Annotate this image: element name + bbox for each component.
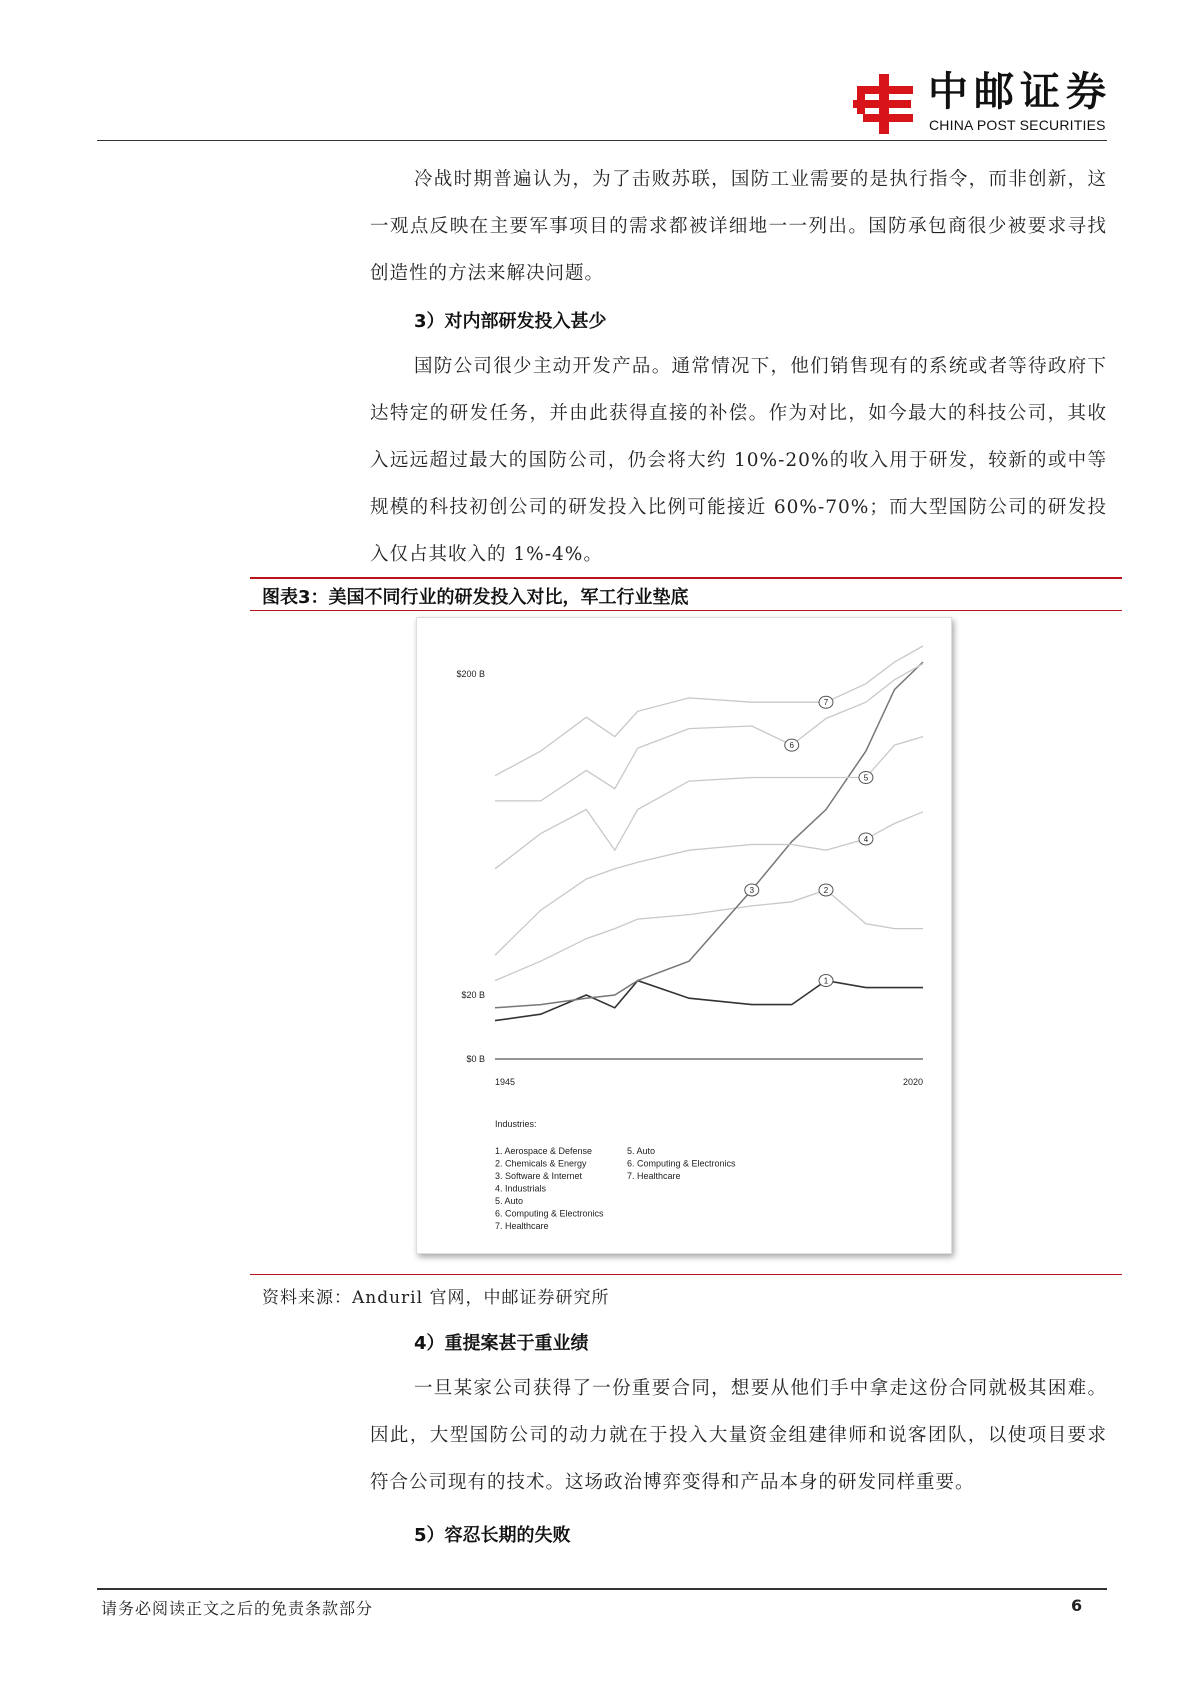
figure-source: 资料来源：Anduril 官网，中邮证券研究所 xyxy=(262,1288,610,1308)
series-line-3 xyxy=(495,662,923,1008)
series-line-1 xyxy=(495,981,923,1021)
series-marker-3 xyxy=(745,884,759,896)
page-number: 6 xyxy=(1071,1596,1083,1615)
legend-entry: 2. Chemicals & Energy xyxy=(495,1158,587,1169)
figure-top-rule xyxy=(250,577,1122,579)
paragraph-proposals: 一旦某家公司获得了一份重要合同，想要从他们手中拿走这份合同就极其困难。因此，大型国防公司的动力就在于投入大量资金组建律师和说客团队，以使项目要求符合公司现有的技术。这场政治博弈变得和产品本身的研发同样重要。 xyxy=(370,1378,1107,1493)
series-marker-7 xyxy=(819,696,833,708)
chart-card xyxy=(416,617,952,1254)
heading-5: 5）容忍长期的失败 xyxy=(414,1525,571,1546)
series-line-7 xyxy=(495,646,923,776)
series-marker-5 xyxy=(859,771,873,783)
paragraph-rd-investment: 国防公司很少主动开发产品。通常情况下，他们销售现有的系统或者等待政府下达特定的研发任务，并由此获得直接的补偿。作为对比，如今最大的科技公司，其收入远远超过最大的国防公司，仍会将大约 10%-20%的收入用于研发，较新的或中等规模的科技初创公司的研发投入比例可能接近 60%-70%；而大型国防公司的研发投入仅占其收入的 1%-4%。 xyxy=(370,356,1107,565)
legend-entry: 1. Aerospace & Defense xyxy=(495,1146,593,1156)
series-line-2 xyxy=(495,890,923,981)
series-marker-1 xyxy=(819,975,833,987)
y-tick-label: $0 B xyxy=(466,1054,485,1064)
legend-entry: 7. Healthcare xyxy=(495,1221,549,1231)
svg-text:2: 2 xyxy=(823,885,829,895)
logo-chinese: 中邮证券 xyxy=(928,69,1112,115)
legend-entry: 5. Auto xyxy=(495,1196,524,1206)
series-line-4 xyxy=(495,812,923,955)
paragraph-cold-war: 冷战时期普遍认为，为了击败苏联，国防工业需要的是执行指令，而非创新，这一观点反映在主要军事项目的需求都被详细地一一列出。国防承包商很少被要求寻找创造性的方法来解决问题。 xyxy=(370,169,1107,284)
legend-title: Industries: xyxy=(495,1119,537,1129)
legend-entry: 4. Industrials xyxy=(495,1183,547,1194)
rd-line-chart xyxy=(417,618,953,1255)
svg-text:5: 5 xyxy=(863,773,869,783)
svg-text:3: 3 xyxy=(749,885,755,895)
x-tick-label: 2020 xyxy=(902,1077,923,1087)
svg-text:4: 4 xyxy=(863,834,869,844)
svg-text:7: 7 xyxy=(823,698,829,708)
x-tick-label: 1945 xyxy=(495,1077,516,1087)
y-tick-label: $20 B xyxy=(461,990,485,1000)
series-marker-2 xyxy=(819,884,833,896)
figure-bottom-rule xyxy=(250,1274,1122,1275)
heading-3: 3）对内部研发投入甚少 xyxy=(414,311,607,332)
legend-entry: 3. Software & Internet xyxy=(495,1171,583,1181)
legend-entry: 7. Healthcare xyxy=(627,1171,681,1181)
svg-text:1: 1 xyxy=(823,976,829,986)
disclaimer-note: 请务必阅读正文之后的免责条款部分 xyxy=(101,1599,374,1618)
figure-title: 图表3：美国不同行业的研发投入对比，军工行业垫底 xyxy=(262,587,689,608)
heading-4: 4）重提案甚于重业绩 xyxy=(414,1333,589,1354)
legend-entry: 6. Computing & Electronics xyxy=(627,1158,736,1169)
header-rule xyxy=(97,140,1107,141)
series-marker-4 xyxy=(859,833,873,845)
series-marker-6 xyxy=(785,739,799,751)
logo-english: CHINA POST SECURITIES xyxy=(929,117,1106,133)
figure-title-rule xyxy=(250,610,1122,611)
legend-entry: 6. Computing & Electronics xyxy=(495,1208,604,1219)
legend-entry: 5. Auto xyxy=(627,1146,656,1156)
footer-rule xyxy=(97,1588,1107,1590)
y-tick-label: $200 B xyxy=(456,669,485,679)
logo-icon xyxy=(853,72,917,136)
svg-text:6: 6 xyxy=(789,741,794,751)
